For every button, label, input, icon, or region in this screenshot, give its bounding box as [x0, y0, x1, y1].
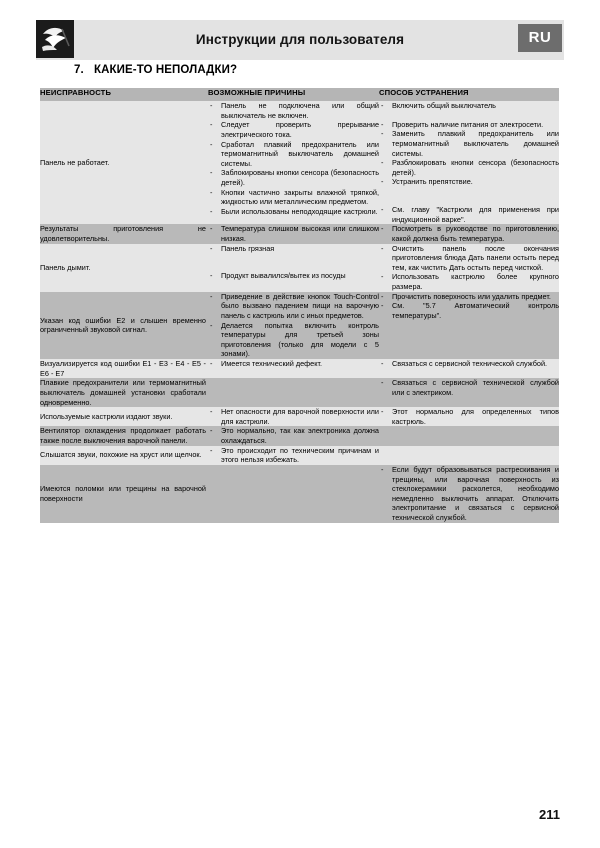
fault-text: Визуализируется код ошибки Е1 - Е3 - Е4 - Е5 - Е6 - Е7 — [40, 359, 206, 378]
cell-remedies — [379, 407, 559, 426]
section-number: 7. — [74, 64, 84, 76]
cell-fault — [40, 378, 208, 407]
cell-fault — [40, 224, 208, 243]
remedies-list — [379, 465, 559, 523]
causes-list — [208, 407, 379, 426]
cell-fault — [40, 446, 208, 465]
page-title: Инструкции для пользователя — [195, 32, 405, 47]
cell-remedies — [379, 244, 559, 292]
remedies-list — [379, 359, 559, 369]
page-header — [36, 20, 564, 60]
cell-fault — [40, 244, 208, 292]
list-item: - Использовать кастрюлю более крупного размера. — [379, 272, 559, 291]
cell-fault — [40, 101, 208, 224]
list-item: - Связаться с сервисной технической службой. — [379, 359, 559, 369]
causes-list — [208, 426, 379, 445]
fault-text: Панель не работает. — [40, 157, 110, 167]
list-item: - Приведение в действие кнопок Touch-Control было вызвано падением пищи на варочную панель с кастрюль или с иных предметов. — [208, 292, 379, 321]
table-row — [40, 446, 559, 465]
table-row — [40, 224, 559, 243]
brand-logo-icon — [36, 20, 74, 58]
list-item: - Сработал плавкий предохранитель или термомагнитный выключатель домашней системы. — [208, 140, 379, 169]
remedies-list — [379, 224, 559, 243]
list-item: - Очистить панель после окончания приготовления блюда Дать панели остыть перед тем, как чистить Дать остыть перед чисткой. — [379, 244, 559, 273]
cell-causes — [208, 224, 379, 243]
causes-list — [208, 359, 379, 369]
list-item: - Имеется технический дефект. — [208, 359, 379, 369]
cell-remedies — [379, 465, 559, 523]
remedies-list — [379, 292, 559, 321]
list-item: - Это происходит по техническим причинам и этого нельзя избежать. — [208, 446, 379, 465]
cell-remedies — [379, 426, 559, 445]
table-row — [40, 465, 559, 523]
cell-fault — [40, 465, 208, 523]
column-header-causes: ВОЗМОЖНЫЕ ПРИЧИНЫ — [208, 88, 379, 101]
list-item: - См. главу "Кастрюли для применения при индукционной варке". — [379, 205, 559, 224]
remedies-list — [379, 407, 559, 426]
list-item: - Посмотреть в руководстве по приготовлению, какой должна быть температура. — [379, 224, 559, 243]
list-item: - Были использованы неподходящие кастрюли. — [208, 207, 379, 217]
remedies-list — [379, 244, 559, 292]
cell-remedies — [379, 359, 559, 378]
cell-causes — [208, 244, 379, 292]
fault-text: Указан код ошибки Е2 и слышен временно ограниченный звуковой сигнал. — [40, 315, 206, 335]
cell-remedies — [379, 101, 559, 224]
fault-text: Результаты приготовления не удовлетворительны. — [40, 224, 206, 243]
section-title-text: КАКИЕ-ТО НЕПОЛАДКИ? — [94, 64, 238, 76]
cell-remedies — [379, 446, 559, 465]
list-item: - Прочистить поверхность или удалить предмет. — [379, 292, 559, 302]
fault-text: Плавкие предохранители или термомагнитный выключатель домашней установки сработали одновременно. — [40, 378, 206, 407]
table-row — [40, 101, 559, 224]
language-badge: RU — [518, 24, 562, 52]
causes-list — [208, 244, 379, 281]
section-heading — [74, 64, 237, 76]
list-item: - Панель не подключена или общий выключатель не включен. — [208, 101, 379, 120]
cell-causes — [208, 446, 379, 465]
fault-text: Панель дымит. — [40, 262, 91, 272]
cell-remedies — [379, 292, 559, 359]
list-item: - См. "5.7 Автоматический контроль температуры". — [379, 301, 559, 320]
list-item: - Разблокировать кнопки сенсора (безопасность детей). — [379, 158, 559, 177]
cell-causes — [208, 465, 379, 523]
cell-causes — [208, 359, 379, 378]
cell-causes — [208, 378, 379, 407]
list-item: - Продукт вывалился/вытек из посуды — [208, 271, 379, 281]
table-row — [40, 359, 559, 378]
list-item: - Включить общий выключатель — [379, 101, 559, 111]
list-item: - Заменить плавкий предохранитель или термомагнитный выключатель домашней системы. — [379, 129, 559, 158]
list-item: - Заблокированы кнопки сенсора (безопасность детей). — [208, 168, 379, 187]
table-row — [40, 407, 559, 426]
list-item: - Этот нормально для определенных типов кастрюль. — [379, 407, 559, 426]
fault-text: Используемые кастрюли издают звуки. — [40, 411, 173, 421]
table-row — [40, 378, 559, 407]
cell-causes — [208, 101, 379, 224]
list-item: - Кнопки частично закрыты влажной тряпкой, жидкостью или металлическим предметом. — [208, 188, 379, 207]
remedies-list — [379, 101, 559, 224]
table-row — [40, 292, 559, 359]
list-item: - Следует проверить прерывание электрического тока. — [208, 120, 379, 139]
cell-causes — [208, 292, 379, 359]
cell-fault — [40, 292, 208, 359]
list-item: - Это нормально, так как электроника должна охлаждаться. — [208, 426, 379, 445]
list-item: - Проверить наличие питания от электросети. — [379, 120, 559, 130]
cell-fault — [40, 407, 208, 426]
remedies-list — [379, 378, 559, 397]
table-header-row — [40, 88, 559, 101]
list-item: - Делается попытка включить контроль температуры для третьей зоны приготовления (только для модели с 5 зонами). — [208, 321, 379, 360]
causes-list — [208, 446, 379, 465]
causes-list — [208, 292, 379, 359]
list-item: - Нет опасности для варочной поверхности или для кастрюли. — [208, 407, 379, 426]
fault-text: Имеются поломки или трещины на варочной поверхности — [40, 484, 206, 503]
cell-remedies — [379, 224, 559, 243]
table-row — [40, 244, 559, 292]
troubleshooting-table — [40, 88, 559, 523]
cell-fault — [40, 359, 208, 378]
list-item: - Если будут образовываться растрескивания и трещины, или варочная поверхность из стеклокерамики расколется, необходимо немедленно выключить аппарат. Отключить электропитание и связаться с сервисной технической службой. — [379, 465, 559, 523]
causes-list — [208, 224, 379, 243]
list-item: - Температура слишком высокая или слишком низкая. — [208, 224, 379, 243]
column-header-remedies: СПОСОБ УСТРАНЕНИЯ — [379, 88, 559, 101]
list-item: - Устранить препятствие. — [379, 177, 559, 187]
cell-causes — [208, 407, 379, 426]
page-number: 211 — [539, 807, 560, 822]
cell-remedies — [379, 378, 559, 407]
fault-text: Вентилятор охлаждения продолжает работать также после выключения варочной панели. — [40, 426, 206, 445]
cell-causes — [208, 426, 379, 445]
column-header-fault: НЕИСПРАВНОСТЬ — [40, 88, 208, 101]
list-item: - Панель грязная — [208, 244, 379, 254]
causes-list — [208, 101, 379, 217]
table-row — [40, 426, 559, 445]
cell-fault — [40, 426, 208, 445]
fault-text: Слышатся звуки, похожие на хруст или щелчок. — [40, 450, 202, 460]
list-item: - Связаться с сервисной технической службой или с электриком. — [379, 378, 559, 397]
